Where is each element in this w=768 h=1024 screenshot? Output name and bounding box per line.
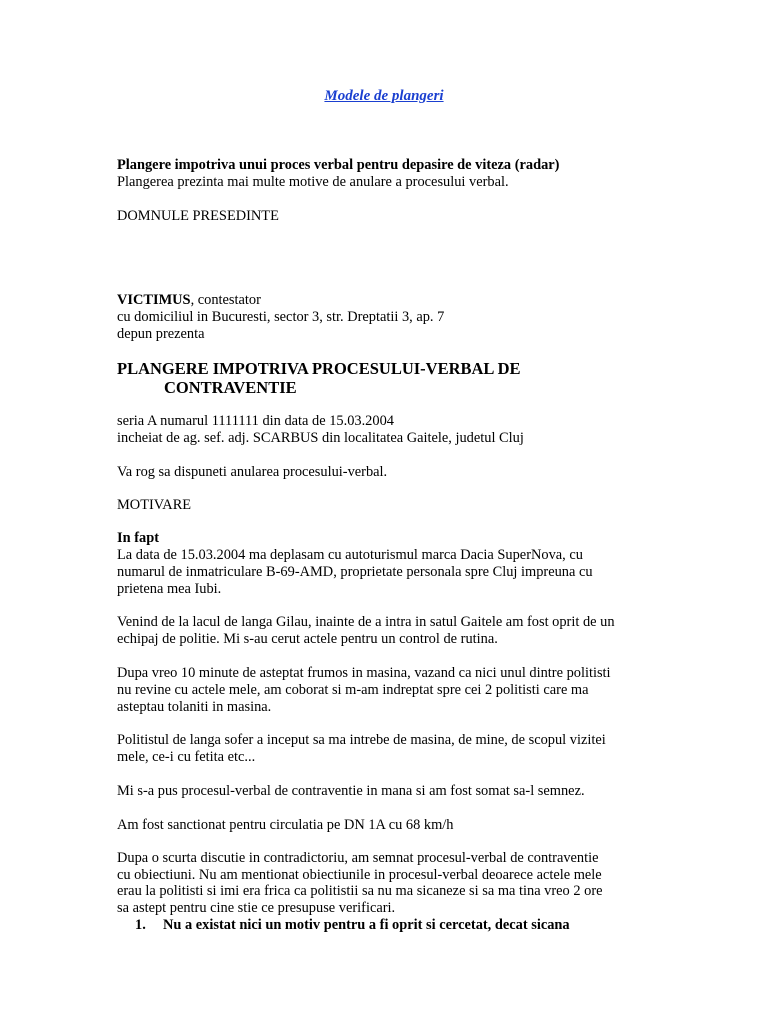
petitioner-line [117, 292, 261, 309]
record-line-2: incheiat de ag. sef. adj. SCARBUS din localitatea Gaitele, judetul Cluj [117, 430, 524, 446]
paragraph-1-line-3: prietena mea Iubi. [117, 581, 222, 597]
request-text: Va rog sa dispuneti anularea procesului-verbal. [117, 464, 388, 480]
petitioner-name: VICTIMUS [117, 292, 191, 308]
heading-line-1: PLANGERE IMPOTRIVA PROCESULUI-VERBAL DE [117, 359, 521, 378]
petitioner-submits: depun prezenta [117, 326, 205, 342]
motivation-label: MOTIVARE [117, 497, 192, 513]
paragraph-4-line-1: Politistul de langa sofer a inceput sa ma intrebe de masina, de mine, de scopul vizitei [117, 732, 606, 748]
list-item-text: Nu a existat nici un motiv pentru a fi oprit si cercetat, decat sicana [163, 917, 570, 933]
paragraph-7-line-1: Dupa o scurta discutie in contradictoriu, am semnat procesul-verbal de contraventie [117, 850, 599, 866]
addressee: DOMNULE PRESEDINTE [117, 208, 279, 224]
list-item-number: 1. [135, 917, 146, 933]
paragraph-7-line-2: cu obiectiuni. Nu am mentionat obiectiunile in procesul-verbal deoarece actele mele [117, 867, 602, 883]
paragraph-2-line-1: Venind de la lacul de langa Gilau, inainte de a intra in satul Gaitele am fost oprit de un [117, 614, 615, 630]
petitioner-role: , contestator [190, 292, 261, 308]
petitioner-address: cu domiciliul in Bucuresti, sector 3, str. Dreptatii 3, ap. 7 [117, 309, 445, 325]
document-heading [117, 359, 521, 397]
paragraph-7-line-4: sa astept pentru cine stie ce presupuse verificari. [117, 900, 396, 916]
paragraph-1-line-1: La data de 15.03.2004 ma deplasam cu autoturismul marca Dacia SuperNova, cu [117, 547, 583, 563]
paragraph-5-line-1: Mi s-a pus procesul-verbal de contraventie in mana si am fost somat sa-l semnez. [117, 783, 585, 799]
paragraph-7-line-3: erau la politisti si imi era frica ca politistii sa nu ma sicaneze si sa ma tina vreo 2 ore [117, 883, 603, 899]
paragraph-6-line-1: Am fost sanctionat pentru circulatia pe DN 1A cu 68 km/h [117, 817, 454, 833]
facts-label: In fapt [117, 530, 159, 546]
paragraph-4-line-2: mele, ce-i cu fetita etc... [117, 749, 256, 765]
record-line-1: seria A numarul 1111111 din data de 15.03.2004 [117, 413, 394, 429]
paragraph-3-line-2: nu revine cu actele mele, am coborat si m-am indreptat spre cei 2 politisti care ma [117, 682, 589, 698]
subtitle-description: Plangerea prezinta mai multe motive de anulare a procesului verbal. [117, 174, 509, 190]
paragraph-2-line-2: echipaj de politie. Mi s-au cerut actele pentru un control de rutina. [117, 631, 498, 647]
paragraph-3-line-1: Dupa vreo 10 minute de asteptat frumos in masina, vazand ca nici unul dintre politisti [117, 665, 611, 681]
page-title-link[interactable]: Modele de plangeri [324, 88, 444, 104]
paragraph-1-line-2: numarul de inmatriculare B-69-AMD, proprietate personala spre Cluj impreuna cu [117, 564, 593, 580]
paragraph-3-line-3: asteptau tolaniti in masina. [117, 699, 272, 715]
heading-line-2: CONTRAVENTIE [164, 378, 297, 397]
subtitle-bold: Plangere impotriva unui proces verbal pentru depasire de viteza (radar) [117, 157, 560, 173]
list-item [135, 917, 570, 934]
